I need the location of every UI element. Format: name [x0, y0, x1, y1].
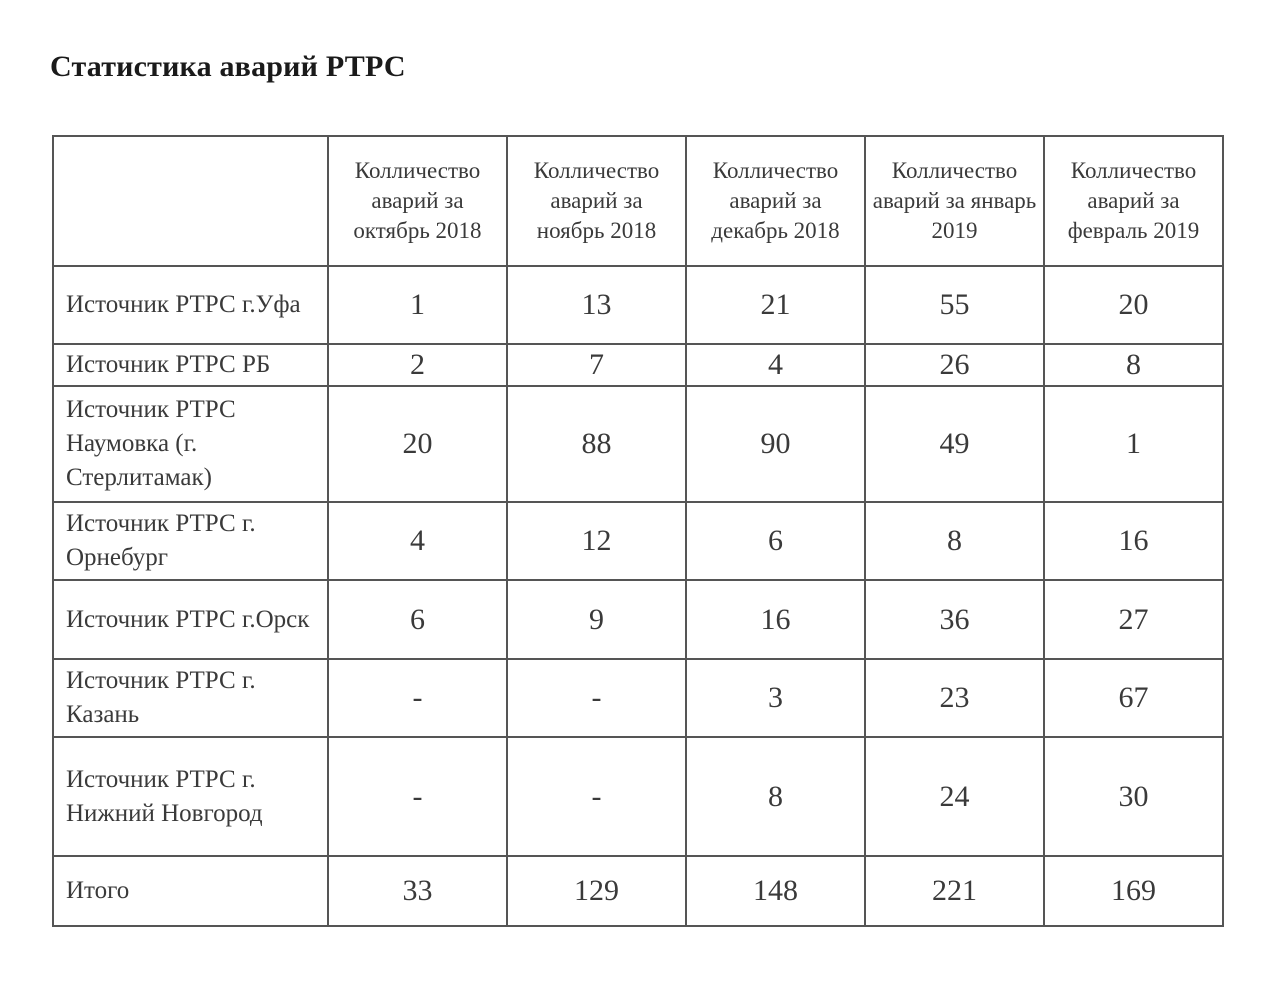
table-cell: 6: [328, 580, 507, 659]
table-cell: 3: [686, 659, 865, 737]
table-cell: 4: [328, 502, 507, 580]
table-cell: 16: [686, 580, 865, 659]
table-cell: 1: [328, 266, 507, 344]
row-label: Источник РТРС г. Нижний Новгород: [53, 737, 328, 856]
table-row: [53, 502, 1223, 580]
table-cell: 8: [865, 502, 1044, 580]
total-cell: 221: [865, 856, 1044, 926]
table-cell: 7: [507, 344, 686, 386]
total-row: [53, 856, 1223, 926]
row-label: Источник РТРС г. Орнебург: [53, 502, 328, 580]
table-cell: 36: [865, 580, 1044, 659]
table-row: [53, 266, 1223, 344]
table-cell: 27: [1044, 580, 1223, 659]
page-title: Статистика аварий РТРС: [50, 50, 406, 83]
header-february-2019: Колличество аварий за февраль 2019: [1044, 136, 1223, 266]
table-cell: 6: [686, 502, 865, 580]
row-label: Источник РТРС г.Орск: [53, 580, 328, 659]
table-cell: 1: [1044, 386, 1223, 502]
total-label: Итого: [53, 856, 328, 926]
table-row: [53, 580, 1223, 659]
table-cell: 21: [686, 266, 865, 344]
table-cell: 23: [865, 659, 1044, 737]
table-cell: 30: [1044, 737, 1223, 856]
header-october-2018: Колличество аварий за октябрь 2018: [328, 136, 507, 266]
table-cell: 49: [865, 386, 1044, 502]
table-row: [53, 344, 1223, 386]
table-row: [53, 659, 1223, 737]
header-november-2018: Колличество аварий за ноябрь 2018: [507, 136, 686, 266]
table-row: [53, 737, 1223, 856]
table-cell: 55: [865, 266, 1044, 344]
header-row: [53, 136, 1223, 266]
table-cell: 2: [328, 344, 507, 386]
row-label: Источник РТРС г.Уфа: [53, 266, 328, 344]
table-cell: 16: [1044, 502, 1223, 580]
accident-stats-table: [52, 135, 1224, 927]
table-cell: 67: [1044, 659, 1223, 737]
table-row: [53, 386, 1223, 502]
header-cell-empty: [53, 136, 328, 266]
table-cell: -: [328, 737, 507, 856]
total-cell: 169: [1044, 856, 1223, 926]
row-label: Источник РТРС РБ: [53, 344, 328, 386]
row-label: Источник РТРС г. Казань: [53, 659, 328, 737]
table-cell: -: [328, 659, 507, 737]
table-cell: 8: [686, 737, 865, 856]
total-cell: 33: [328, 856, 507, 926]
table-cell: -: [507, 659, 686, 737]
table-cell: 20: [1044, 266, 1223, 344]
table-cell: 88: [507, 386, 686, 502]
header-january-2019: Колличество аварий за январь 2019: [865, 136, 1044, 266]
total-cell: 148: [686, 856, 865, 926]
row-label: Источник РТРС Наумовка (г. Стерлитамак): [53, 386, 328, 502]
table-cell: 13: [507, 266, 686, 344]
table-cell: 8: [1044, 344, 1223, 386]
table-cell: 24: [865, 737, 1044, 856]
table-cell: 12: [507, 502, 686, 580]
table-cell: -: [507, 737, 686, 856]
table-cell: 20: [328, 386, 507, 502]
header-december-2018: Колличество аварий за декабрь 2018: [686, 136, 865, 266]
total-cell: 129: [507, 856, 686, 926]
table-cell: 90: [686, 386, 865, 502]
table-cell: 4: [686, 344, 865, 386]
table-cell: 9: [507, 580, 686, 659]
table-cell: 26: [865, 344, 1044, 386]
